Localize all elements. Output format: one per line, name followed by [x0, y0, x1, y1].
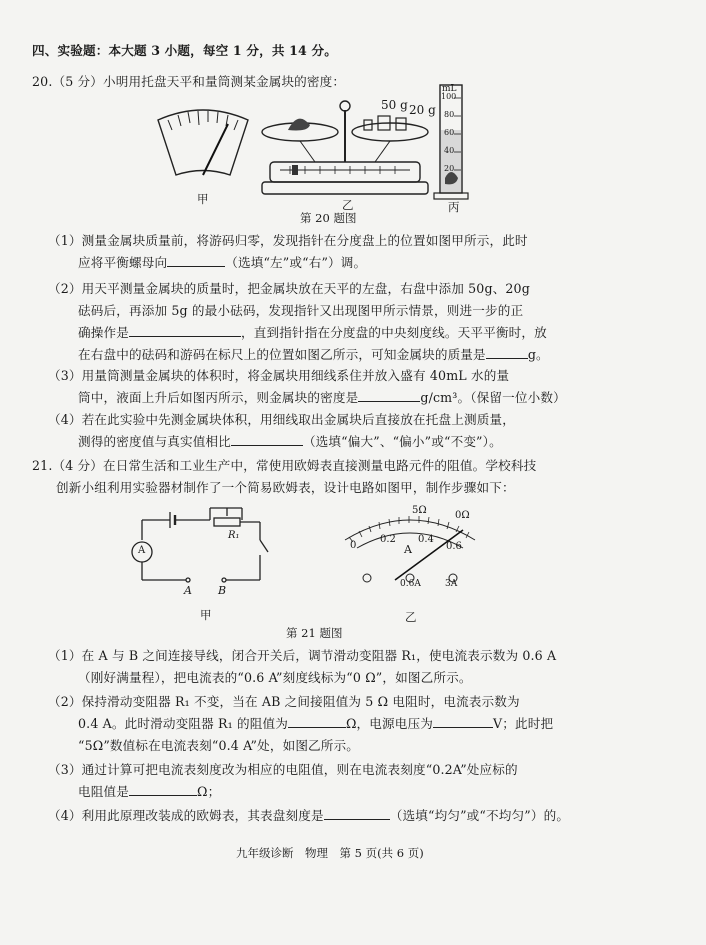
cylinder-unit: mL: [442, 84, 457, 94]
dial-label-0.2: 0.2: [380, 534, 396, 545]
q21-p3-line2: 电阻值是 Ω；: [78, 784, 221, 799]
weight-50g-label: 50 g: [381, 98, 408, 112]
answer-blank[interactable]: [129, 784, 197, 796]
fig21-caption: 第 21 题图: [286, 626, 343, 640]
balance-dial-figure: [158, 110, 248, 175]
circuit-diagram: [130, 500, 280, 595]
fig21-label-yi: 乙: [405, 610, 417, 624]
q21-p2-line3: “5Ω”数值标在电流表刻“0.4 A”处，如图乙所示。: [78, 738, 360, 753]
answer-blank[interactable]: [129, 325, 241, 337]
q20-p1-line1: （1）测量金属块质量前，将游码归零，发现指针在分度盘上的位置如图甲所示，此时: [48, 233, 528, 248]
section-title: 四、实验题：本大题 3 小题，每空 1 分，共 14 分。: [32, 43, 337, 58]
q20-p2-line3: 确操作是 ，直到指针指在分度盘的中央刻度线。天平平衡时，放: [78, 325, 547, 340]
q21-header-line2: 创新小组利用实验器材制作了一个简易欧姆表，设计电路如图甲，制作步骤如下：: [56, 480, 515, 495]
answer-blank[interactable]: [433, 716, 493, 728]
page-footer: 九年级诊断 物理 第 5 页(共 6 页): [236, 846, 424, 860]
answer-blank[interactable]: [288, 716, 346, 728]
answer-blank[interactable]: [486, 347, 528, 359]
answer-blank[interactable]: [167, 255, 225, 267]
q20-p3-line2: 筒中，液面上升后如图丙所示，则金属块的密度是 g/cm³。（保留一位小数）: [78, 390, 566, 405]
dial-label-5ohm: 5Ω: [412, 505, 427, 516]
q21-p1-line1: （1）在 A 与 B 之间连接导线，闭合开关后，调节滑动变阻器 R₁，使电流表示数为 0.6 A: [48, 648, 557, 663]
answer-blank[interactable]: [324, 808, 390, 820]
q20-p2-line1: （2）用天平测量金属块的质量时，把金属块放在天平的左盘，右盘中添加 50g、20g: [48, 281, 530, 296]
cylinder-tick-20: 20: [444, 164, 455, 173]
fig21-label-jia: 甲: [200, 608, 212, 622]
cylinder-tick-40: 40: [444, 146, 455, 155]
q21-p1-line2: （刚好满量程），把电流表的“0.6 A”刻度线标为“0 Ω”，如图乙所示。: [78, 670, 472, 685]
answer-blank[interactable]: [231, 434, 303, 446]
fig20-label-jia: 甲: [197, 192, 209, 206]
balance-figure: [262, 101, 428, 194]
weight-20g-label: 20 g: [409, 103, 436, 117]
q21-p2-line2: 0.4 A。此时滑动变阻器 R₁ 的阻值为 Ω，电源电压为 V；此时把: [78, 716, 554, 731]
terminal-a-label: A: [184, 584, 192, 597]
q20-p2-line4: 在右盘中的砝码和游码在标尺上的位置如图乙所示，可知金属块的质量是 g。: [78, 347, 549, 362]
q20-p2-line2: 砝码后，再添加 5g 的最小砝码，发现指针又出现图甲所示情景，则进一步的正: [78, 303, 524, 318]
cylinder-tick-60: 60: [444, 128, 455, 137]
q20-p4-line1: （4）若在此实验中先测金属块体积，用细线取出金属块后直接放在托盘上测质量，: [48, 412, 515, 427]
fig20-caption: 第 20 题图: [300, 211, 357, 225]
terminal-3a-label: 3A: [445, 579, 458, 589]
dial-label-0.6: 0.6: [446, 541, 462, 552]
r1-label: R₁: [228, 530, 240, 541]
q21-header-line1: 21.（4 分）在日常生活和工业生产中，常使用欧姆表直接测量电路元件的阻值。学校科技: [32, 458, 537, 473]
q20-p3-line1: （3）用量筒测量金属块的体积时，将金属块用细线系住并放入盛有 40mL 水的量: [48, 368, 510, 383]
dial-label-0.4: 0.4: [418, 534, 434, 545]
q20-p1-line2: 应将平衡螺母向 （选填“左”或“右”）调。: [78, 255, 367, 270]
terminal-b-label: B: [218, 584, 227, 597]
cylinder-tick-100: 100: [441, 92, 457, 101]
terminal-0.6a-label: 0.6A: [400, 579, 421, 589]
q20-header: 20.（5 分）小明用托盘天平和量筒测某金属块的密度：: [32, 74, 346, 89]
q21-p3-line1: （3）通过计算可把电流表刻度改为相应的电阻值，则在电流表刻度“0.2A”处应标的: [48, 762, 518, 777]
ammeter-label: A: [138, 545, 146, 556]
dial-unit-a: A: [404, 543, 412, 556]
q21-p4-line1: （4）利用此原理改装成的欧姆表，其表盘刻度是 （选填“均匀”或“不均匀”）的。: [48, 808, 570, 823]
dial-label-0: 0: [350, 540, 357, 551]
graduated-cylinder-figure: [434, 85, 468, 199]
cylinder-tick-80: 80: [444, 110, 455, 119]
answer-blank[interactable]: [358, 390, 420, 402]
q20-p4-line2: 测得的密度值与真实值相比 （选填“偏大”、“偏小”或“不变”）。: [78, 434, 502, 449]
fig20-label-bing: 丙: [448, 200, 460, 214]
fig20-label-yi: 乙: [342, 198, 354, 212]
dial-label-0ohm: 0Ω: [455, 510, 470, 521]
q21-p2-line1: （2）保持滑动变阻器 R₁ 不变，当在 AB 之间接阻值为 5 Ω 电阻时，电流表示数为: [48, 694, 520, 709]
